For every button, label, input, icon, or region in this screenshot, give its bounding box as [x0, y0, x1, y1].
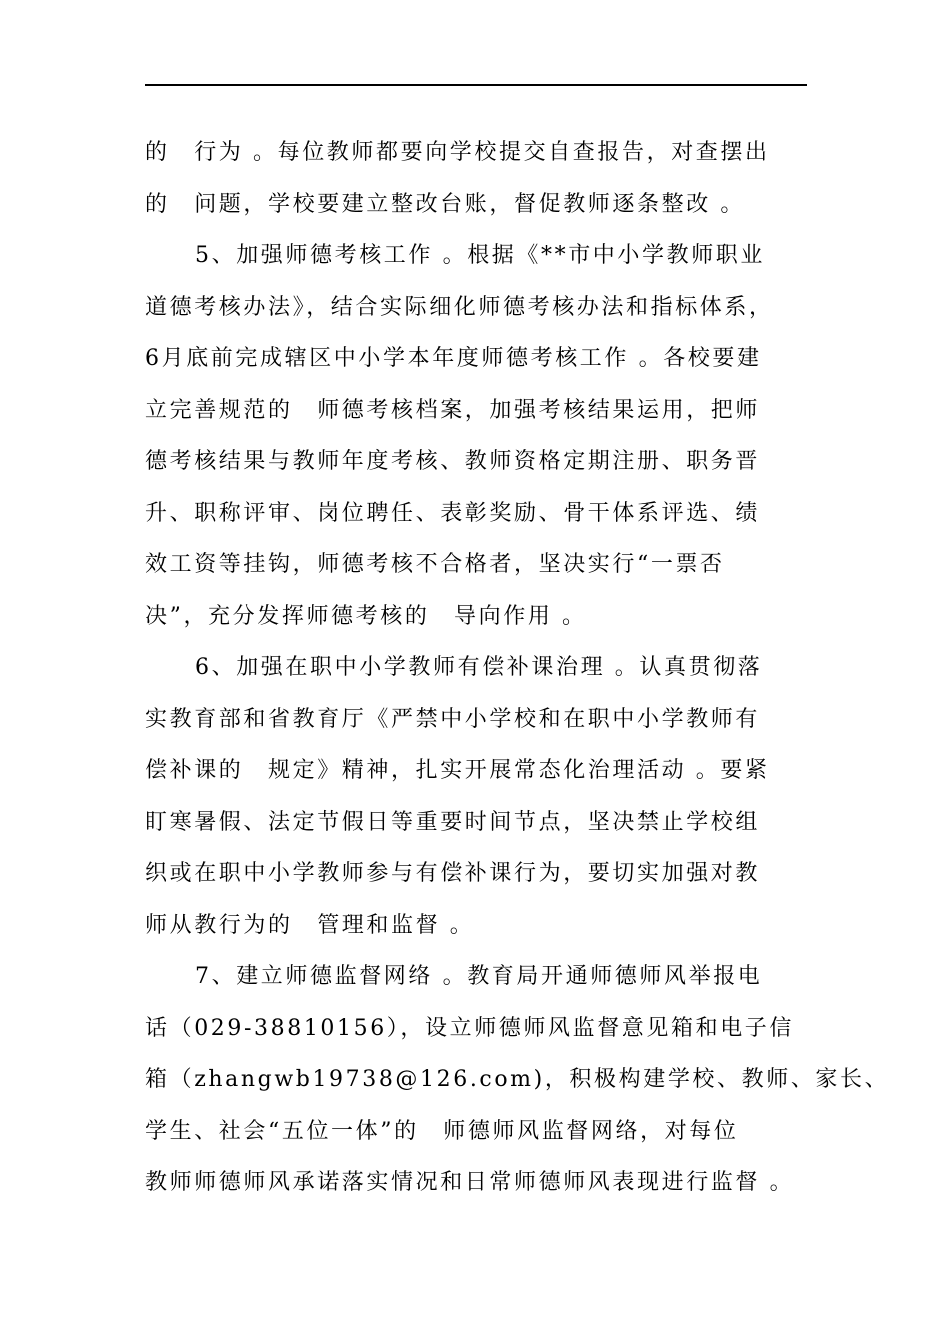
paragraph-heading-6: 6、加强在职中小学教师有偿补课治理 。认真贯彻落	[195, 655, 763, 680]
text-line: 的 问题，学校要建立整改台账，督促教师逐条整改 。	[145, 191, 745, 217]
text-line: 学生、社会“五位一体”的 师德师风监督网络，对每位	[145, 1118, 739, 1144]
text-line: 道德考核办法》，结合实际细化师德考核办法和指标体系，	[145, 294, 774, 320]
text-line: 的 行为 。每位教师都要向学校提交自查报告，对查摆出	[145, 140, 770, 165]
text-line: 教师师德师风承诺落实情况和日常师德师风表现进行监督 。	[145, 1170, 795, 1195]
text-line: 升、职称评审、岗位聘任、表彰奖励、骨干体系评选、绩	[145, 500, 761, 526]
text-line: 德考核结果与教师年度考核、教师资格定期注册、职务晋	[145, 449, 761, 474]
text-line: 决”，充分发挥师德考核的 导向作用 。	[145, 603, 587, 629]
text-line: 6月底前完成辖区中小学本年度师德考核工作 。各校要建	[145, 346, 762, 371]
text-line: 偿补课的 规定》精神，扎实开展常态化治理活动 。要紧	[145, 758, 770, 783]
body-text	[145, 127, 890, 1209]
text-line: 立完善规范的 师德考核档案，加强考核结果运用，把师	[145, 397, 761, 423]
text-line: 织或在职中小学教师参与有偿补课行为，要切实加强对教	[145, 861, 761, 886]
text-line: 话（029-38810156），设立师德师风监督意见箱和电子信	[145, 1015, 795, 1041]
header-rule	[145, 84, 807, 86]
text-line: 实教育部和省教育厅《严禁中小学校和在职中小学教师有	[145, 706, 761, 732]
text-line: 效工资等挂钩，师德考核不合格者，坚决实行“一票否	[145, 552, 725, 577]
paragraph-heading-7: 7、建立师德监督网络 。教育局开通师德师风举报电	[195, 964, 763, 989]
paragraph-heading-5: 5、加强师德考核工作 。根据《**市中小学教师职业	[195, 243, 765, 268]
text-line: 箱（zhangwb19738@126.com)，积极构建学校、教师、家长、	[145, 1067, 890, 1092]
text-line: 盯寒暑假、法定节假日等重要时间节点，坚决禁止学校组	[145, 809, 761, 835]
text-line: 师从教行为的 管理和监督 。	[145, 912, 475, 938]
